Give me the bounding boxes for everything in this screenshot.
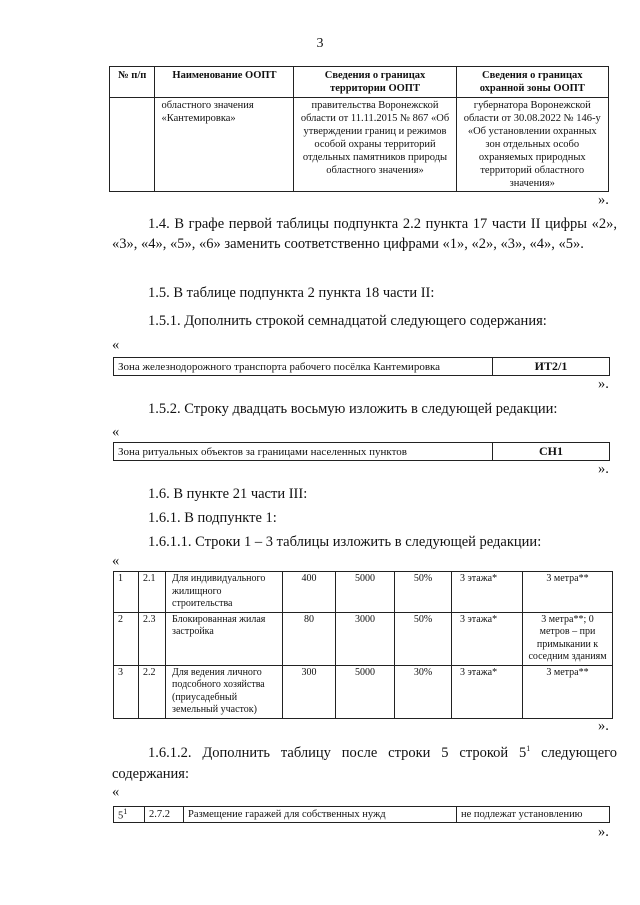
cell-setback: 3 метра**	[523, 665, 613, 718]
cell-coverage: 50%	[395, 612, 452, 665]
closing-quote: ».	[598, 461, 609, 477]
cell-row-number: 2	[114, 612, 139, 665]
cell-territory: правительства Воронежской области от 11.11.2015 № 867 «Об утверждении границ и режимов особой охраны территорий отдельных памятников природы областного значения»	[294, 98, 456, 192]
cell-row-number: 1	[114, 572, 139, 613]
cell-max-area: 5000	[336, 665, 395, 718]
paragraph-1-6-1-2	[112, 738, 617, 785]
zone-table-row-17	[113, 357, 610, 376]
cell-code: 2.3	[139, 612, 166, 665]
table-row	[114, 572, 613, 613]
cell-min-area: 300	[283, 665, 336, 718]
zone-name-cell: Зона железнодорожного транспорта рабочего посёлка Кантемировка	[114, 358, 493, 376]
paragraph-text: 1.6.1.2. Дополнить таблицу после строки 5 строкой 5	[148, 744, 527, 761]
closing-quote: ».	[598, 718, 609, 734]
paragraph-1-5: 1.5. В таблице подпункта 2 пункта 18 части II:	[148, 285, 435, 301]
closing-quote: ».	[598, 376, 609, 392]
table-header-row	[110, 67, 609, 98]
table-row	[110, 98, 609, 192]
paragraph-1-5-1: 1.5.1. Дополнить строкой семнадцатой следующего содержания:	[148, 313, 547, 329]
cell-code: 2.1	[139, 572, 166, 613]
cell-coverage: 50%	[395, 572, 452, 613]
paragraph-1-6: 1.6. В пункте 21 части III:	[148, 486, 308, 502]
cell-use-type: Для ведения личного подсобного хозяйства (приусадебный земельный участок)	[166, 665, 283, 718]
table-row	[114, 612, 613, 665]
closing-quote: ».	[598, 824, 609, 840]
cell-use-type: Размещение гаражей для собственных нужд	[184, 807, 457, 823]
superscript: 1	[123, 807, 128, 816]
opening-quote: «	[112, 784, 120, 800]
protected-areas-table	[109, 66, 609, 192]
cell-floors: 3 этажа*	[452, 572, 523, 613]
land-parameters-table	[113, 571, 613, 719]
page-number: 3	[316, 36, 324, 51]
cell-max-area: 3000	[336, 612, 395, 665]
cell-floors: 3 этажа*	[452, 665, 523, 718]
closing-quote: ».	[598, 192, 609, 208]
table-row	[114, 358, 610, 376]
zone-code-cell: СН1	[493, 443, 610, 461]
cell-floors: 3 этажа*	[452, 612, 523, 665]
cell-row-number	[114, 807, 145, 823]
zone-name-cell: Зона ритуальных объектов за границами населенных пунктов	[114, 443, 493, 461]
cell-coverage: 30%	[395, 665, 452, 718]
opening-quote: «	[112, 337, 120, 353]
col-header-zone: Сведения о границах охранной зоны ООПТ	[456, 67, 608, 98]
cell-zone: губернатора Воронежской области от 30.08.2022 № 146-у «Об установлении охранных зон отдельных особо охраняемых природных территорий областного значения»	[456, 98, 608, 192]
cell-max-area: 5000	[336, 572, 395, 613]
col-header-name: Наименование ООПТ	[155, 67, 294, 98]
paragraph-1-5-2: 1.5.2. Строку двадцать восьмую изложить в следующей редакции:	[148, 401, 558, 417]
superscript: 1	[526, 744, 531, 753]
table-row	[114, 443, 610, 461]
col-header-territory: Сведения о границах территории ООПТ	[294, 67, 456, 98]
paragraph-1-4: 1.4. В графе первой таблицы подпункта 2.2 пункта 17 части II цифры «2», «3», «4», «5», «6» заменить соответственно цифрами «1», «2», «3», «4», «5».	[112, 216, 617, 252]
row-number: 5	[118, 810, 124, 822]
table-row	[114, 665, 613, 718]
paragraph-1-6-1: 1.6.1. В подпункте 1:	[148, 510, 277, 526]
table-row	[114, 807, 610, 823]
zone-code-cell: ИТ2/1	[493, 358, 610, 376]
garage-row-table	[113, 806, 610, 823]
cell-use-type: Для индивидуального жилищного строительства	[166, 572, 283, 613]
cell-setback: 3 метра**; 0 метров – при примыкании к соседним зданиям	[523, 612, 613, 665]
paragraph-text: следующего содержания:	[112, 744, 617, 782]
cell-min-area: 400	[283, 572, 336, 613]
cell-setback: 3 метра**	[523, 572, 613, 613]
col-header-number: № п/п	[110, 67, 155, 98]
cell-name: областного значения «Кантемировка»	[155, 98, 294, 192]
cell-value: не подлежат установлению	[457, 807, 610, 823]
cell-row-number: 3	[114, 665, 139, 718]
paragraph-1-6-1-1: 1.6.1.1. Строки 1 – 3 таблицы изложить в следующей редакции:	[148, 534, 542, 550]
opening-quote: «	[112, 424, 120, 440]
cell-min-area: 80	[283, 612, 336, 665]
zone-table-row-28	[113, 442, 610, 461]
cell-number	[110, 98, 155, 192]
cell-code: 2.2	[139, 665, 166, 718]
opening-quote: «	[112, 553, 120, 569]
cell-code: 2.7.2	[145, 807, 184, 823]
cell-use-type: Блокированная жилая застройка	[166, 612, 283, 665]
